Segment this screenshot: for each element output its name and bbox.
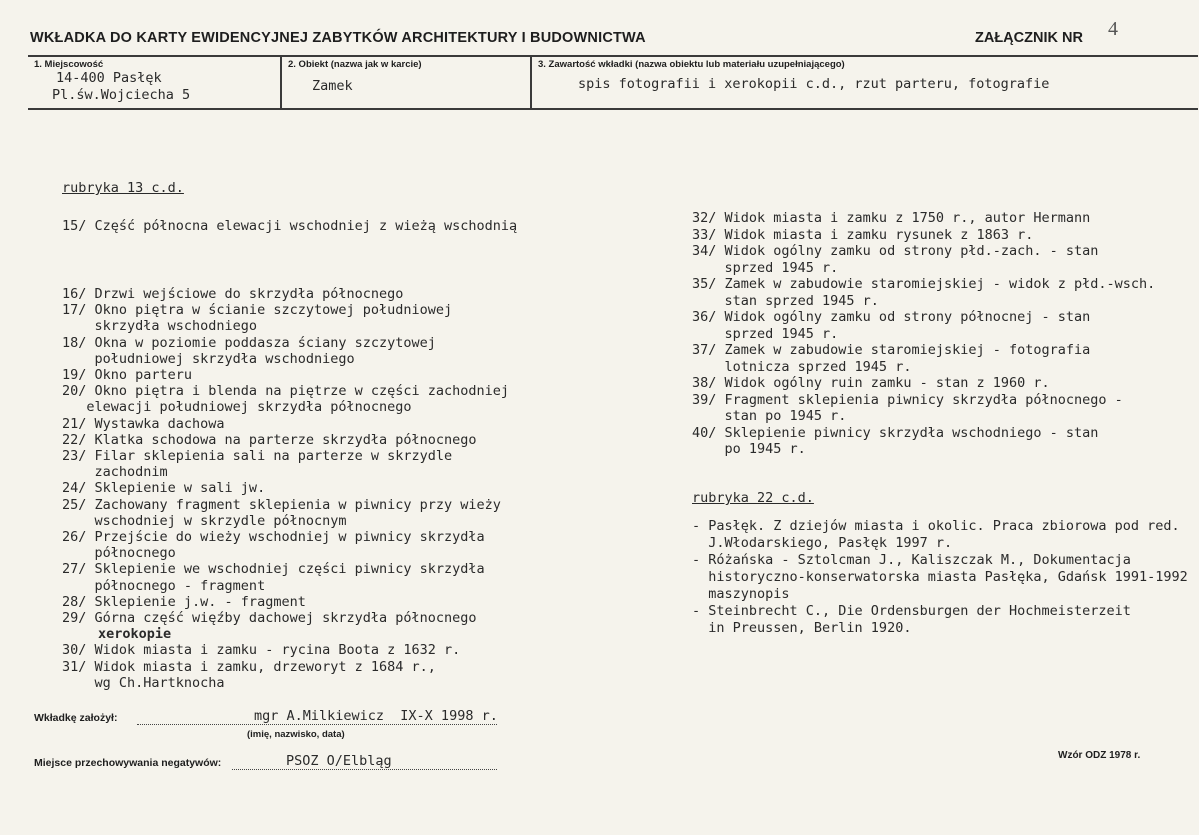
list-item: J.Włodarskiego, Pasłęk 1997 r. (692, 535, 953, 551)
box-divider-2 (530, 55, 532, 109)
left-column (62, 180, 184, 196)
list-item: 37/ Zamek w zabudowie staromiejskiej - fotografia (692, 342, 1091, 358)
box-divider-1 (280, 55, 282, 109)
list-item: 27/ Sklepienie we wschodniej części piwnicy skrzydła (62, 561, 485, 578)
list-item: północnego - fragment (62, 577, 266, 594)
annex-number: 4 (1108, 18, 1118, 40)
list-item: 28/ Sklepienie j.w. - fragment (62, 593, 306, 610)
header-top-rule (28, 55, 1198, 57)
list-item: skrzydła wschodniego (62, 318, 258, 335)
list-item: lotnicza sprzed 1945 r. (692, 358, 912, 375)
list-item: 31/ Widok miasta i zamku, drzeworyt z 1684 r., (62, 658, 436, 675)
left-entries (62, 286, 509, 691)
list-item: - Pasłęk. Z dziejów miasta i okolic. Praca zbiorowa pod red. (692, 518, 1180, 534)
object-label: 2. Obiekt (nazwa jak w karcie) (288, 59, 422, 70)
bibliography (692, 518, 1188, 637)
compiled-by-line (137, 724, 497, 725)
left-entry-15 (62, 218, 517, 234)
compiled-by-label: Wkładkę założył: (34, 712, 118, 724)
list-item: 29/ Górna część więźby dachowej skrzydła północnego (62, 610, 477, 627)
bibliography-heading (692, 490, 814, 506)
list-item: południowej skrzydła wschodniego (62, 350, 355, 367)
list-item: 22/ Klatka schodowa na parterze skrzydła północnego (62, 431, 477, 448)
list-item: 26/ Przejście do wieży wschodniej w piwnicy skrzydła (62, 529, 485, 546)
list-item: północnego (62, 545, 176, 562)
negatives-storage-label: Miejsce przechowywania negatywów: (34, 757, 222, 769)
list-item: sprzed 1945 r. (692, 259, 839, 276)
list-item: 35/ Zamek w zabudowie staromiejskiej - widok z płd.-wsch. (692, 276, 1156, 292)
section-heading-22: rubryka 22 c.d. (692, 490, 814, 506)
list-item: 33/ Widok miasta i zamku rysunek z 1863 r. (692, 226, 1034, 243)
list-item: wg Ch.Hartknocha (62, 674, 225, 691)
list-item: wschodniej w skrzydle północnym (62, 512, 347, 529)
section-heading-13: rubryka 13 c.d. (62, 180, 184, 196)
annex-label: ZAŁĄCZNIK NR (975, 30, 1083, 46)
content-label: 3. Zawartość wkładki (nazwa obiektu lub materiału uzupełniającego) (538, 59, 845, 70)
list-item: in Preussen, Berlin 1920. (692, 620, 912, 636)
list-item: 24/ Sklepienie w sali jw. (62, 480, 266, 497)
list-item: zachodnim (62, 464, 168, 481)
list-item: 32/ Widok miasta i zamku z 1750 r., autor Hermann (692, 210, 1091, 226)
place-line-1: 14-400 Pasłęk (56, 70, 162, 86)
list-item: 20/ Okno piętra i blenda na piętrze w części zachodniej (62, 383, 510, 400)
list-item: 39/ Fragment sklepienia piwnicy skrzydła północnego - (692, 391, 1123, 408)
list-item: historyczno-konserwatorska miasta Pasłęka, Gdańsk 1991-1992 (692, 569, 1188, 585)
negatives-storage-line (232, 769, 497, 770)
object-value: Zamek (312, 78, 353, 94)
list-item: 36/ Widok ogólny zamku od strony północnej - stan (692, 309, 1091, 325)
list-item: po 1945 r. (692, 441, 806, 457)
list-item: 38/ Widok ogólny ruin zamku - stan z 1960 r. (692, 375, 1050, 391)
right-entries (692, 210, 1155, 458)
list-item: 34/ Widok ogólny zamku od strony płd.-zach. - stan (692, 243, 1099, 259)
list-item: stan sprzed 1945 r. (692, 292, 879, 309)
list-item: elewacji południowej skrzydła północnego (62, 399, 412, 416)
list-item: 30/ Widok miasta i zamku - rycina Boota z 1632 r. (62, 642, 461, 659)
list-item: 19/ Okno parteru (62, 367, 193, 384)
list-item: - Różańska - Sztolcman J., Kaliszczak M., Dokumentacja (692, 552, 1131, 568)
place-line-2: Pl.św.Wojciecha 5 (52, 87, 191, 103)
list-item: 25/ Zachowany fragment sklepienia w piwnicy przy wieży (62, 496, 501, 513)
list-item: sprzed 1945 r. (692, 325, 839, 342)
header-bottom-rule (28, 108, 1198, 110)
compiled-by-value: mgr A.Milkiewicz IX-X 1998 r. (254, 708, 498, 724)
form-code: Wzór ODZ 1978 r. (1058, 750, 1141, 761)
list-item: stan po 1945 r. (692, 408, 847, 424)
list-item: 21/ Wystawka dachowa (62, 415, 225, 432)
list-item: - Steinbrecht C., Die Ordensburgen der Hochmeisterzeit (692, 603, 1131, 619)
list-item: 17/ Okno piętra w ścianie szczytowej południowej (62, 302, 453, 319)
list-item: 18/ Okna w poziomie poddasza ściany szczytowej (62, 334, 436, 351)
list-item: 40/ Sklepienie piwnicy skrzydła wschodniego - stan (692, 424, 1099, 441)
form-title: WKŁADKA DO KARTY EWIDENCYJNEJ ZABYTKÓW ARCHITEKTURY I BUDOWNICTWA (30, 30, 646, 46)
list-item: maszynopis (692, 586, 790, 602)
content-value: spis fotografii i xerokopii c.d., rzut parteru, fotografie (578, 76, 1050, 92)
place-label: 1. Miejscowość (34, 59, 104, 70)
compiled-by-hint: (imię, nazwisko, data) (247, 729, 345, 740)
list-item: 15/ Część północna elewacji wschodniej z wieżą wschodnią (62, 218, 518, 234)
list-item: 16/ Drzwi wejściowe do skrzydła północnego (62, 286, 404, 302)
xerocopy-label: xerokopie (98, 626, 172, 643)
list-item: 23/ Filar sklepienia sali na parterze w skrzydle (62, 448, 453, 465)
negatives-storage-value: PSOZ O/Elbląg (286, 753, 392, 769)
